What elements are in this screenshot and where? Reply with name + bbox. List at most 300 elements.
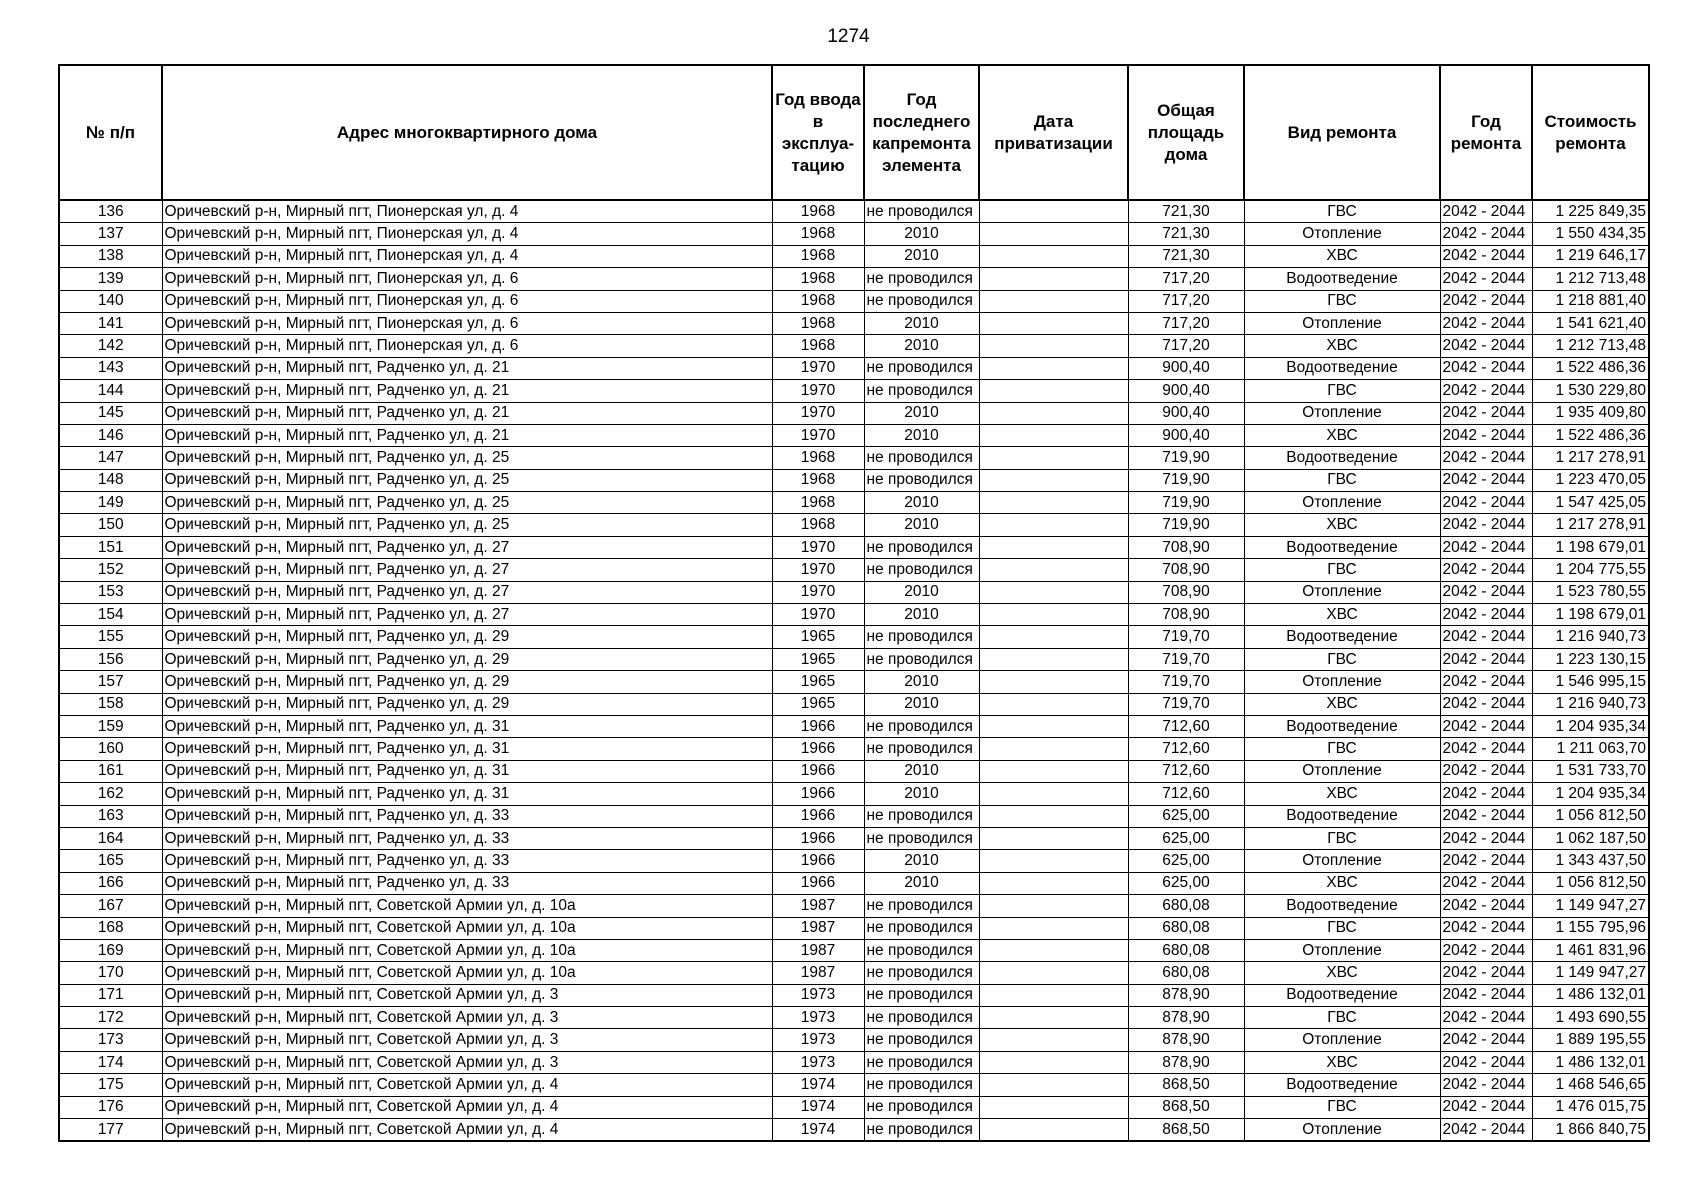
- cell-privatization: [979, 290, 1128, 312]
- table-row: [59, 872, 1649, 894]
- cell-privatization: [979, 738, 1128, 760]
- cell-area: 721,30: [1128, 200, 1244, 223]
- cell-cost: 1 149 947,27: [1532, 962, 1649, 984]
- cell-last-repair: не проводился: [864, 469, 979, 491]
- cell-repair-year: 2042 - 2044: [1440, 895, 1532, 917]
- cell-num: 157: [59, 671, 162, 693]
- cell-privatization: [979, 357, 1128, 379]
- cell-last-repair: не проводился: [864, 939, 979, 961]
- cell-year-built: 1970: [772, 559, 864, 581]
- cell-repair-type: Отопление: [1244, 312, 1440, 334]
- cell-last-repair: 2010: [864, 514, 979, 536]
- cell-last-repair: не проводился: [864, 917, 979, 939]
- cell-privatization: [979, 559, 1128, 581]
- cell-privatization: [979, 939, 1128, 961]
- header-cost: Стоимость ремонта: [1532, 65, 1649, 200]
- cell-privatization: [979, 268, 1128, 290]
- cell-address: Оричевский р-н, Мирный пгт, Радченко ул, д. 21: [162, 402, 772, 424]
- cell-area: 708,90: [1128, 559, 1244, 581]
- table-row: [59, 917, 1649, 939]
- cell-address: Оричевский р-н, Мирный пгт, Радченко ул, д. 31: [162, 738, 772, 760]
- cell-year-built: 1966: [772, 827, 864, 849]
- cell-cost: 1 056 812,50: [1532, 872, 1649, 894]
- table-row: [59, 290, 1649, 312]
- cell-address: Оричевский р-н, Мирный пгт, Радченко ул, д. 27: [162, 581, 772, 603]
- cell-privatization: [979, 805, 1128, 827]
- cell-area: 878,90: [1128, 1029, 1244, 1051]
- cell-area: 719,70: [1128, 671, 1244, 693]
- cell-address: Оричевский р-н, Мирный пгт, Советской Армии ул, д. 10а: [162, 895, 772, 917]
- table-row: [59, 245, 1649, 267]
- table-row: [59, 1007, 1649, 1029]
- cell-repair-year: 2042 - 2044: [1440, 1051, 1532, 1073]
- cell-address: Оричевский р-н, Мирный пгт, Советской Армии ул, д. 10а: [162, 962, 772, 984]
- cell-area: 900,40: [1128, 357, 1244, 379]
- cell-year-built: 1968: [772, 245, 864, 267]
- cell-cost: 1 343 437,50: [1532, 850, 1649, 872]
- cell-repair-year: 2042 - 2044: [1440, 1119, 1532, 1142]
- cell-address: Оричевский р-н, Мирный пгт, Радченко ул, д. 33: [162, 850, 772, 872]
- cell-cost: 1 204 935,34: [1532, 783, 1649, 805]
- cell-year-built: 1987: [772, 895, 864, 917]
- cell-area: 900,40: [1128, 380, 1244, 402]
- cell-privatization: [979, 872, 1128, 894]
- header-area: Общая площадь дома: [1128, 65, 1244, 200]
- cell-num: 170: [59, 962, 162, 984]
- cell-repair-type: Отопление: [1244, 581, 1440, 603]
- cell-repair-year: 2042 - 2044: [1440, 738, 1532, 760]
- cell-area: 680,08: [1128, 917, 1244, 939]
- cell-last-repair: не проводился: [864, 715, 979, 737]
- cell-area: 719,70: [1128, 648, 1244, 670]
- cell-last-repair: 2010: [864, 223, 979, 245]
- cell-address: Оричевский р-н, Мирный пгт, Советской Армии ул, д. 3: [162, 1051, 772, 1073]
- cell-repair-type: Водоотведение: [1244, 984, 1440, 1006]
- cell-last-repair: 2010: [864, 335, 979, 357]
- table-row: [59, 223, 1649, 245]
- cell-num: 156: [59, 648, 162, 670]
- cell-last-repair: 2010: [864, 872, 979, 894]
- cell-cost: 1 198 679,01: [1532, 536, 1649, 558]
- table-row: [59, 536, 1649, 558]
- cell-year-built: 1966: [772, 715, 864, 737]
- cell-year-built: 1974: [772, 1119, 864, 1142]
- cell-cost: 1 204 775,55: [1532, 559, 1649, 581]
- cell-repair-year: 2042 - 2044: [1440, 447, 1532, 469]
- cell-area: 708,90: [1128, 536, 1244, 558]
- cell-repair-type: ГВС: [1244, 290, 1440, 312]
- page-number: 1274: [827, 26, 870, 47]
- table-row: [59, 648, 1649, 670]
- cell-num: 140: [59, 290, 162, 312]
- cell-privatization: [979, 626, 1128, 648]
- cell-privatization: [979, 895, 1128, 917]
- cell-area: 868,50: [1128, 1096, 1244, 1118]
- cell-repair-year: 2042 - 2044: [1440, 827, 1532, 849]
- cell-num: 141: [59, 312, 162, 334]
- cell-last-repair: не проводился: [864, 447, 979, 469]
- table-row: [59, 626, 1649, 648]
- cell-repair-year: 2042 - 2044: [1440, 715, 1532, 737]
- cell-address: Оричевский р-н, Мирный пгт, Радченко ул, д. 31: [162, 715, 772, 737]
- cell-cost: 1 486 132,01: [1532, 984, 1649, 1006]
- cell-last-repair: не проводился: [864, 559, 979, 581]
- repair-registry-table: [58, 64, 1650, 1142]
- cell-repair-year: 2042 - 2044: [1440, 984, 1532, 1006]
- cell-year-built: 1973: [772, 1029, 864, 1051]
- table-row: [59, 1096, 1649, 1118]
- cell-privatization: [979, 424, 1128, 446]
- cell-year-built: 1987: [772, 939, 864, 961]
- cell-last-repair: не проводился: [864, 1007, 979, 1029]
- table-row: [59, 805, 1649, 827]
- cell-cost: 1 223 470,05: [1532, 469, 1649, 491]
- cell-num: 143: [59, 357, 162, 379]
- cell-repair-type: ХВС: [1244, 962, 1440, 984]
- cell-year-built: 1973: [772, 1051, 864, 1073]
- cell-cost: 1 149 947,27: [1532, 895, 1649, 917]
- cell-repair-year: 2042 - 2044: [1440, 872, 1532, 894]
- cell-year-built: 1968: [772, 469, 864, 491]
- cell-address: Оричевский р-н, Мирный пгт, Советской Армии ул, д. 10а: [162, 917, 772, 939]
- cell-repair-type: ХВС: [1244, 783, 1440, 805]
- cell-last-repair: не проводился: [864, 357, 979, 379]
- cell-cost: 1 531 733,70: [1532, 760, 1649, 782]
- cell-repair-year: 2042 - 2044: [1440, 1007, 1532, 1029]
- cell-num: 172: [59, 1007, 162, 1029]
- cell-repair-year: 2042 - 2044: [1440, 492, 1532, 514]
- cell-cost: 1 056 812,50: [1532, 805, 1649, 827]
- cell-cost: 1 493 690,55: [1532, 1007, 1649, 1029]
- table-row: [59, 469, 1649, 491]
- cell-cost: 1 223 130,15: [1532, 648, 1649, 670]
- cell-cost: 1 212 713,48: [1532, 268, 1649, 290]
- cell-repair-type: Водоотведение: [1244, 357, 1440, 379]
- cell-last-repair: 2010: [864, 402, 979, 424]
- cell-repair-type: Водоотведение: [1244, 715, 1440, 737]
- cell-cost: 1 935 409,80: [1532, 402, 1649, 424]
- cell-num: 177: [59, 1119, 162, 1142]
- cell-num: 168: [59, 917, 162, 939]
- cell-privatization: [979, 760, 1128, 782]
- cell-privatization: [979, 917, 1128, 939]
- cell-repair-year: 2042 - 2044: [1440, 693, 1532, 715]
- cell-area: 900,40: [1128, 402, 1244, 424]
- cell-year-built: 1970: [772, 581, 864, 603]
- cell-repair-type: ХВС: [1244, 1051, 1440, 1073]
- cell-cost: 1 216 940,73: [1532, 626, 1649, 648]
- cell-num: 169: [59, 939, 162, 961]
- cell-repair-type: ХВС: [1244, 872, 1440, 894]
- cell-year-built: 1966: [772, 760, 864, 782]
- header-repair-type: Вид ремонта: [1244, 65, 1440, 200]
- table-row: [59, 581, 1649, 603]
- cell-repair-type: Отопление: [1244, 850, 1440, 872]
- cell-area: 868,50: [1128, 1074, 1244, 1096]
- cell-last-repair: не проводился: [864, 1051, 979, 1073]
- cell-privatization: [979, 536, 1128, 558]
- cell-repair-year: 2042 - 2044: [1440, 805, 1532, 827]
- cell-num: 164: [59, 827, 162, 849]
- cell-repair-year: 2042 - 2044: [1440, 424, 1532, 446]
- cell-cost: 1 523 780,55: [1532, 581, 1649, 603]
- cell-num: 148: [59, 469, 162, 491]
- cell-last-repair: 2010: [864, 424, 979, 446]
- cell-last-repair: не проводился: [864, 268, 979, 290]
- cell-last-repair: 2010: [864, 604, 979, 626]
- cell-last-repair: не проводился: [864, 290, 979, 312]
- cell-cost: 1 216 940,73: [1532, 693, 1649, 715]
- cell-privatization: [979, 984, 1128, 1006]
- cell-privatization: [979, 581, 1128, 603]
- cell-num: 138: [59, 245, 162, 267]
- cell-repair-year: 2042 - 2044: [1440, 648, 1532, 670]
- cell-last-repair: 2010: [864, 783, 979, 805]
- cell-last-repair: 2010: [864, 312, 979, 334]
- cell-cost: 1 204 935,34: [1532, 715, 1649, 737]
- cell-cost: 1 547 425,05: [1532, 492, 1649, 514]
- cell-area: 717,20: [1128, 268, 1244, 290]
- cell-num: 173: [59, 1029, 162, 1051]
- cell-last-repair: 2010: [864, 245, 979, 267]
- cell-cost: 1 217 278,91: [1532, 514, 1649, 536]
- cell-repair-type: ХВС: [1244, 424, 1440, 446]
- cell-privatization: [979, 1119, 1128, 1142]
- table-row: [59, 357, 1649, 379]
- cell-address: Оричевский р-н, Мирный пгт, Пионерская ул, д. 6: [162, 290, 772, 312]
- cell-num: 149: [59, 492, 162, 514]
- cell-area: 712,60: [1128, 760, 1244, 782]
- cell-num: 144: [59, 380, 162, 402]
- cell-repair-type: Отопление: [1244, 1119, 1440, 1142]
- table-row: [59, 671, 1649, 693]
- cell-cost: 1 218 881,40: [1532, 290, 1649, 312]
- cell-repair-type: Отопление: [1244, 671, 1440, 693]
- cell-year-built: 1970: [772, 604, 864, 626]
- cell-privatization: [979, 1007, 1128, 1029]
- table-header-row: [59, 65, 1649, 200]
- cell-area: 625,00: [1128, 850, 1244, 872]
- cell-address: Оричевский р-н, Мирный пгт, Радченко ул, д. 27: [162, 604, 772, 626]
- cell-address: Оричевский р-н, Мирный пгт, Радченко ул, д. 31: [162, 783, 772, 805]
- cell-privatization: [979, 447, 1128, 469]
- cell-area: 717,20: [1128, 335, 1244, 357]
- table-row: [59, 760, 1649, 782]
- cell-area: 680,08: [1128, 962, 1244, 984]
- cell-year-built: 1970: [772, 357, 864, 379]
- cell-num: 171: [59, 984, 162, 1006]
- table-row: [59, 984, 1649, 1006]
- cell-privatization: [979, 693, 1128, 715]
- cell-area: 719,70: [1128, 693, 1244, 715]
- cell-repair-type: Водоотведение: [1244, 626, 1440, 648]
- cell-repair-year: 2042 - 2044: [1440, 962, 1532, 984]
- cell-address: Оричевский р-н, Мирный пгт, Советской Армии ул, д. 4: [162, 1119, 772, 1142]
- cell-repair-year: 2042 - 2044: [1440, 514, 1532, 536]
- cell-last-repair: не проводился: [864, 738, 979, 760]
- table-row: [59, 715, 1649, 737]
- cell-privatization: [979, 492, 1128, 514]
- cell-repair-year: 2042 - 2044: [1440, 626, 1532, 648]
- cell-cost: 1 866 840,75: [1532, 1119, 1649, 1142]
- cell-address: Оричевский р-н, Мирный пгт, Радченко ул, д. 25: [162, 469, 772, 491]
- cell-privatization: [979, 1051, 1128, 1073]
- cell-repair-year: 2042 - 2044: [1440, 268, 1532, 290]
- cell-repair-type: Водоотведение: [1244, 447, 1440, 469]
- cell-cost: 1 889 195,55: [1532, 1029, 1649, 1051]
- cell-year-built: 1965: [772, 626, 864, 648]
- table-row: [59, 447, 1649, 469]
- cell-num: 151: [59, 536, 162, 558]
- cell-num: 161: [59, 760, 162, 782]
- cell-num: 166: [59, 872, 162, 894]
- cell-num: 142: [59, 335, 162, 357]
- table-row: [59, 1119, 1649, 1142]
- cell-repair-year: 2042 - 2044: [1440, 357, 1532, 379]
- table-row: [59, 492, 1649, 514]
- cell-address: Оричевский р-н, Мирный пгт, Пионерская ул, д. 6: [162, 335, 772, 357]
- cell-address: Оричевский р-н, Мирный пгт, Радченко ул, д. 25: [162, 514, 772, 536]
- cell-repair-type: Отопление: [1244, 939, 1440, 961]
- cell-num: 146: [59, 424, 162, 446]
- cell-year-built: 1970: [772, 536, 864, 558]
- cell-privatization: [979, 223, 1128, 245]
- cell-cost: 1 522 486,36: [1532, 357, 1649, 379]
- cell-cost: 1 550 434,35: [1532, 223, 1649, 245]
- cell-repair-year: 2042 - 2044: [1440, 939, 1532, 961]
- cell-last-repair: 2010: [864, 581, 979, 603]
- table-row: [59, 850, 1649, 872]
- cell-address: Оричевский р-н, Мирный пгт, Советской Армии ул, д. 10а: [162, 939, 772, 961]
- cell-privatization: [979, 200, 1128, 223]
- cell-num: 160: [59, 738, 162, 760]
- cell-privatization: [979, 335, 1128, 357]
- cell-repair-year: 2042 - 2044: [1440, 581, 1532, 603]
- cell-cost: 1 546 995,15: [1532, 671, 1649, 693]
- cell-year-built: 1970: [772, 424, 864, 446]
- table-row: [59, 402, 1649, 424]
- cell-address: Оричевский р-н, Мирный пгт, Советской Армии ул, д. 3: [162, 984, 772, 1006]
- cell-year-built: 1968: [772, 335, 864, 357]
- cell-year-built: 1968: [772, 447, 864, 469]
- cell-address: Оричевский р-н, Мирный пгт, Советской Армии ул, д. 3: [162, 1007, 772, 1029]
- cell-address: Оричевский р-н, Мирный пгт, Радченко ул, д. 21: [162, 424, 772, 446]
- cell-num: 154: [59, 604, 162, 626]
- cell-num: 150: [59, 514, 162, 536]
- cell-cost: 1 486 132,01: [1532, 1051, 1649, 1073]
- cell-last-repair: не проводился: [864, 895, 979, 917]
- cell-repair-type: ГВС: [1244, 1007, 1440, 1029]
- cell-address: Оричевский р-н, Мирный пгт, Пионерская ул, д. 4: [162, 245, 772, 267]
- cell-cost: 1 522 486,36: [1532, 424, 1649, 446]
- cell-num: 159: [59, 715, 162, 737]
- cell-repair-year: 2042 - 2044: [1440, 245, 1532, 267]
- cell-year-built: 1965: [772, 693, 864, 715]
- cell-privatization: [979, 648, 1128, 670]
- table-row: [59, 1051, 1649, 1073]
- cell-area: 712,60: [1128, 783, 1244, 805]
- cell-repair-year: 2042 - 2044: [1440, 290, 1532, 312]
- cell-privatization: [979, 1074, 1128, 1096]
- cell-area: 680,08: [1128, 939, 1244, 961]
- table-row: [59, 827, 1649, 849]
- cell-cost: 1 468 546,65: [1532, 1074, 1649, 1096]
- cell-year-built: 1974: [772, 1074, 864, 1096]
- cell-num: 137: [59, 223, 162, 245]
- cell-area: 719,90: [1128, 469, 1244, 491]
- cell-privatization: [979, 783, 1128, 805]
- cell-area: 680,08: [1128, 895, 1244, 917]
- cell-year-built: 1987: [772, 917, 864, 939]
- cell-area: 717,20: [1128, 312, 1244, 334]
- cell-address: Оричевский р-н, Мирный пгт, Радченко ул, д. 29: [162, 648, 772, 670]
- cell-last-repair: не проводился: [864, 1029, 979, 1051]
- cell-last-repair: не проводился: [864, 380, 979, 402]
- cell-year-built: 1974: [772, 1096, 864, 1118]
- cell-year-built: 1968: [772, 223, 864, 245]
- cell-repair-type: Водоотведение: [1244, 895, 1440, 917]
- cell-address: Оричевский р-н, Мирный пгт, Радченко ул, д. 25: [162, 492, 772, 514]
- cell-repair-year: 2042 - 2044: [1440, 760, 1532, 782]
- cell-repair-type: ХВС: [1244, 693, 1440, 715]
- cell-area: 708,90: [1128, 581, 1244, 603]
- cell-repair-type: ХВС: [1244, 335, 1440, 357]
- cell-repair-type: ГВС: [1244, 738, 1440, 760]
- cell-num: 153: [59, 581, 162, 603]
- cell-repair-type: Водоотведение: [1244, 805, 1440, 827]
- header-year-built: Год ввода в эксплуа-тацию: [772, 65, 864, 200]
- cell-address: Оричевский р-н, Мирный пгт, Радченко ул, д. 29: [162, 671, 772, 693]
- cell-area: 712,60: [1128, 715, 1244, 737]
- cell-privatization: [979, 514, 1128, 536]
- cell-privatization: [979, 827, 1128, 849]
- cell-repair-type: ГВС: [1244, 559, 1440, 581]
- cell-year-built: 1968: [772, 514, 864, 536]
- cell-repair-type: ГВС: [1244, 469, 1440, 491]
- cell-repair-year: 2042 - 2044: [1440, 380, 1532, 402]
- cell-address: Оричевский р-н, Мирный пгт, Пионерская ул, д. 4: [162, 200, 772, 223]
- cell-address: Оричевский р-н, Мирный пгт, Радченко ул, д. 27: [162, 536, 772, 558]
- cell-cost: 1 530 229,80: [1532, 380, 1649, 402]
- cell-area: 878,90: [1128, 1051, 1244, 1073]
- cell-address: Оричевский р-н, Мирный пгт, Радченко ул, д. 33: [162, 872, 772, 894]
- table-row: [59, 738, 1649, 760]
- cell-last-repair: не проводился: [864, 984, 979, 1006]
- table-row: [59, 424, 1649, 446]
- cell-cost: 1 062 187,50: [1532, 827, 1649, 849]
- cell-repair-type: Водоотведение: [1244, 1074, 1440, 1096]
- cell-repair-year: 2042 - 2044: [1440, 402, 1532, 424]
- cell-repair-type: Отопление: [1244, 402, 1440, 424]
- cell-cost: 1 541 621,40: [1532, 312, 1649, 334]
- cell-privatization: [979, 1096, 1128, 1118]
- cell-area: 900,40: [1128, 424, 1244, 446]
- cell-area: 721,30: [1128, 223, 1244, 245]
- cell-repair-year: 2042 - 2044: [1440, 917, 1532, 939]
- cell-year-built: 1968: [772, 312, 864, 334]
- cell-repair-year: 2042 - 2044: [1440, 469, 1532, 491]
- cell-repair-type: ГВС: [1244, 200, 1440, 223]
- cell-year-built: 1965: [772, 671, 864, 693]
- cell-area: 721,30: [1128, 245, 1244, 267]
- header-num: № п/п: [59, 65, 162, 200]
- cell-area: 719,90: [1128, 492, 1244, 514]
- cell-area: 868,50: [1128, 1119, 1244, 1142]
- cell-year-built: 1987: [772, 962, 864, 984]
- cell-last-repair: не проводился: [864, 648, 979, 670]
- cell-area: 719,70: [1128, 626, 1244, 648]
- cell-num: 158: [59, 693, 162, 715]
